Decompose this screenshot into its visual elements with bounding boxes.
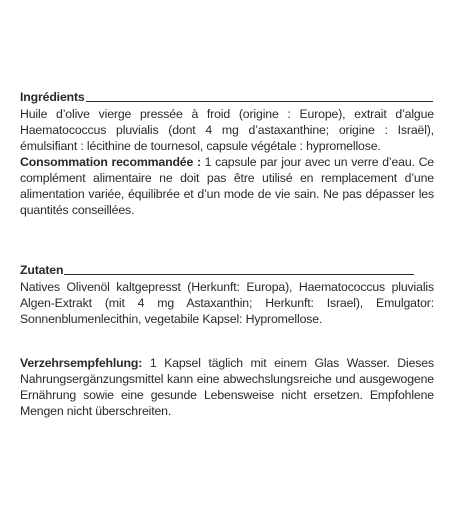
french-usage-paragraph [20, 154, 434, 218]
german-ingredients-section [20, 262, 434, 327]
french-usage-text: 1 capsule par jour avec un verre d’eau. Ce complément alimentaire ne doit pas être utilisé en remplacement d’une alimentation variée, équilibrée et d’un mode de vie sain. Ne pas dépasser les quantités conseillées. [20, 155, 434, 217]
french-ingredients-heading-row [20, 89, 434, 105]
french-usage-heading: Consommation recommandée : [20, 155, 201, 169]
french-heading-underline [86, 101, 433, 102]
german-usage-paragraph [20, 355, 434, 419]
german-usage-heading: Verzehrsempfehlung: [20, 356, 143, 370]
french-section [20, 89, 434, 218]
german-heading-underline [64, 274, 414, 275]
german-ingredients-heading-row [20, 262, 434, 278]
french-ingredients-text: Huile d’olive vierge pressée à froid (origine : Europe), extrait d’algue Haematococcus pluvialis (dont 4 mg d’astaxanthine; origine : Israël), émulsifiant : lécithine de tournesol, capsule végétale : hypromellose. [20, 107, 434, 153]
german-usage-text: 1 Kapsel täglich mit einem Glas Wasser. Dieses Nahrungsergänzungsmittel kann eine abwechslungsreiche und ausgewogene Ernährung sowie eine gesunde Lebensweise nicht ersetzen. Empfohlene Mengen nicht überschreiten. [20, 356, 434, 418]
german-usage-section [20, 355, 434, 419]
french-ingredients-heading: Ingrédients [20, 90, 85, 104]
german-ingredients-heading: Zutaten [20, 263, 64, 277]
german-ingredients-text: Natives Olivenöl kaltgepresst (Herkunft: Europa), Haematococcus pluvialis Algen-Extrakt (mit 4 mg Astaxanthin; Herkunft: Israel), Emulgator: Sonnenblumenlecithin, vegetabile Kapsel: Hypromellose. [20, 280, 434, 326]
